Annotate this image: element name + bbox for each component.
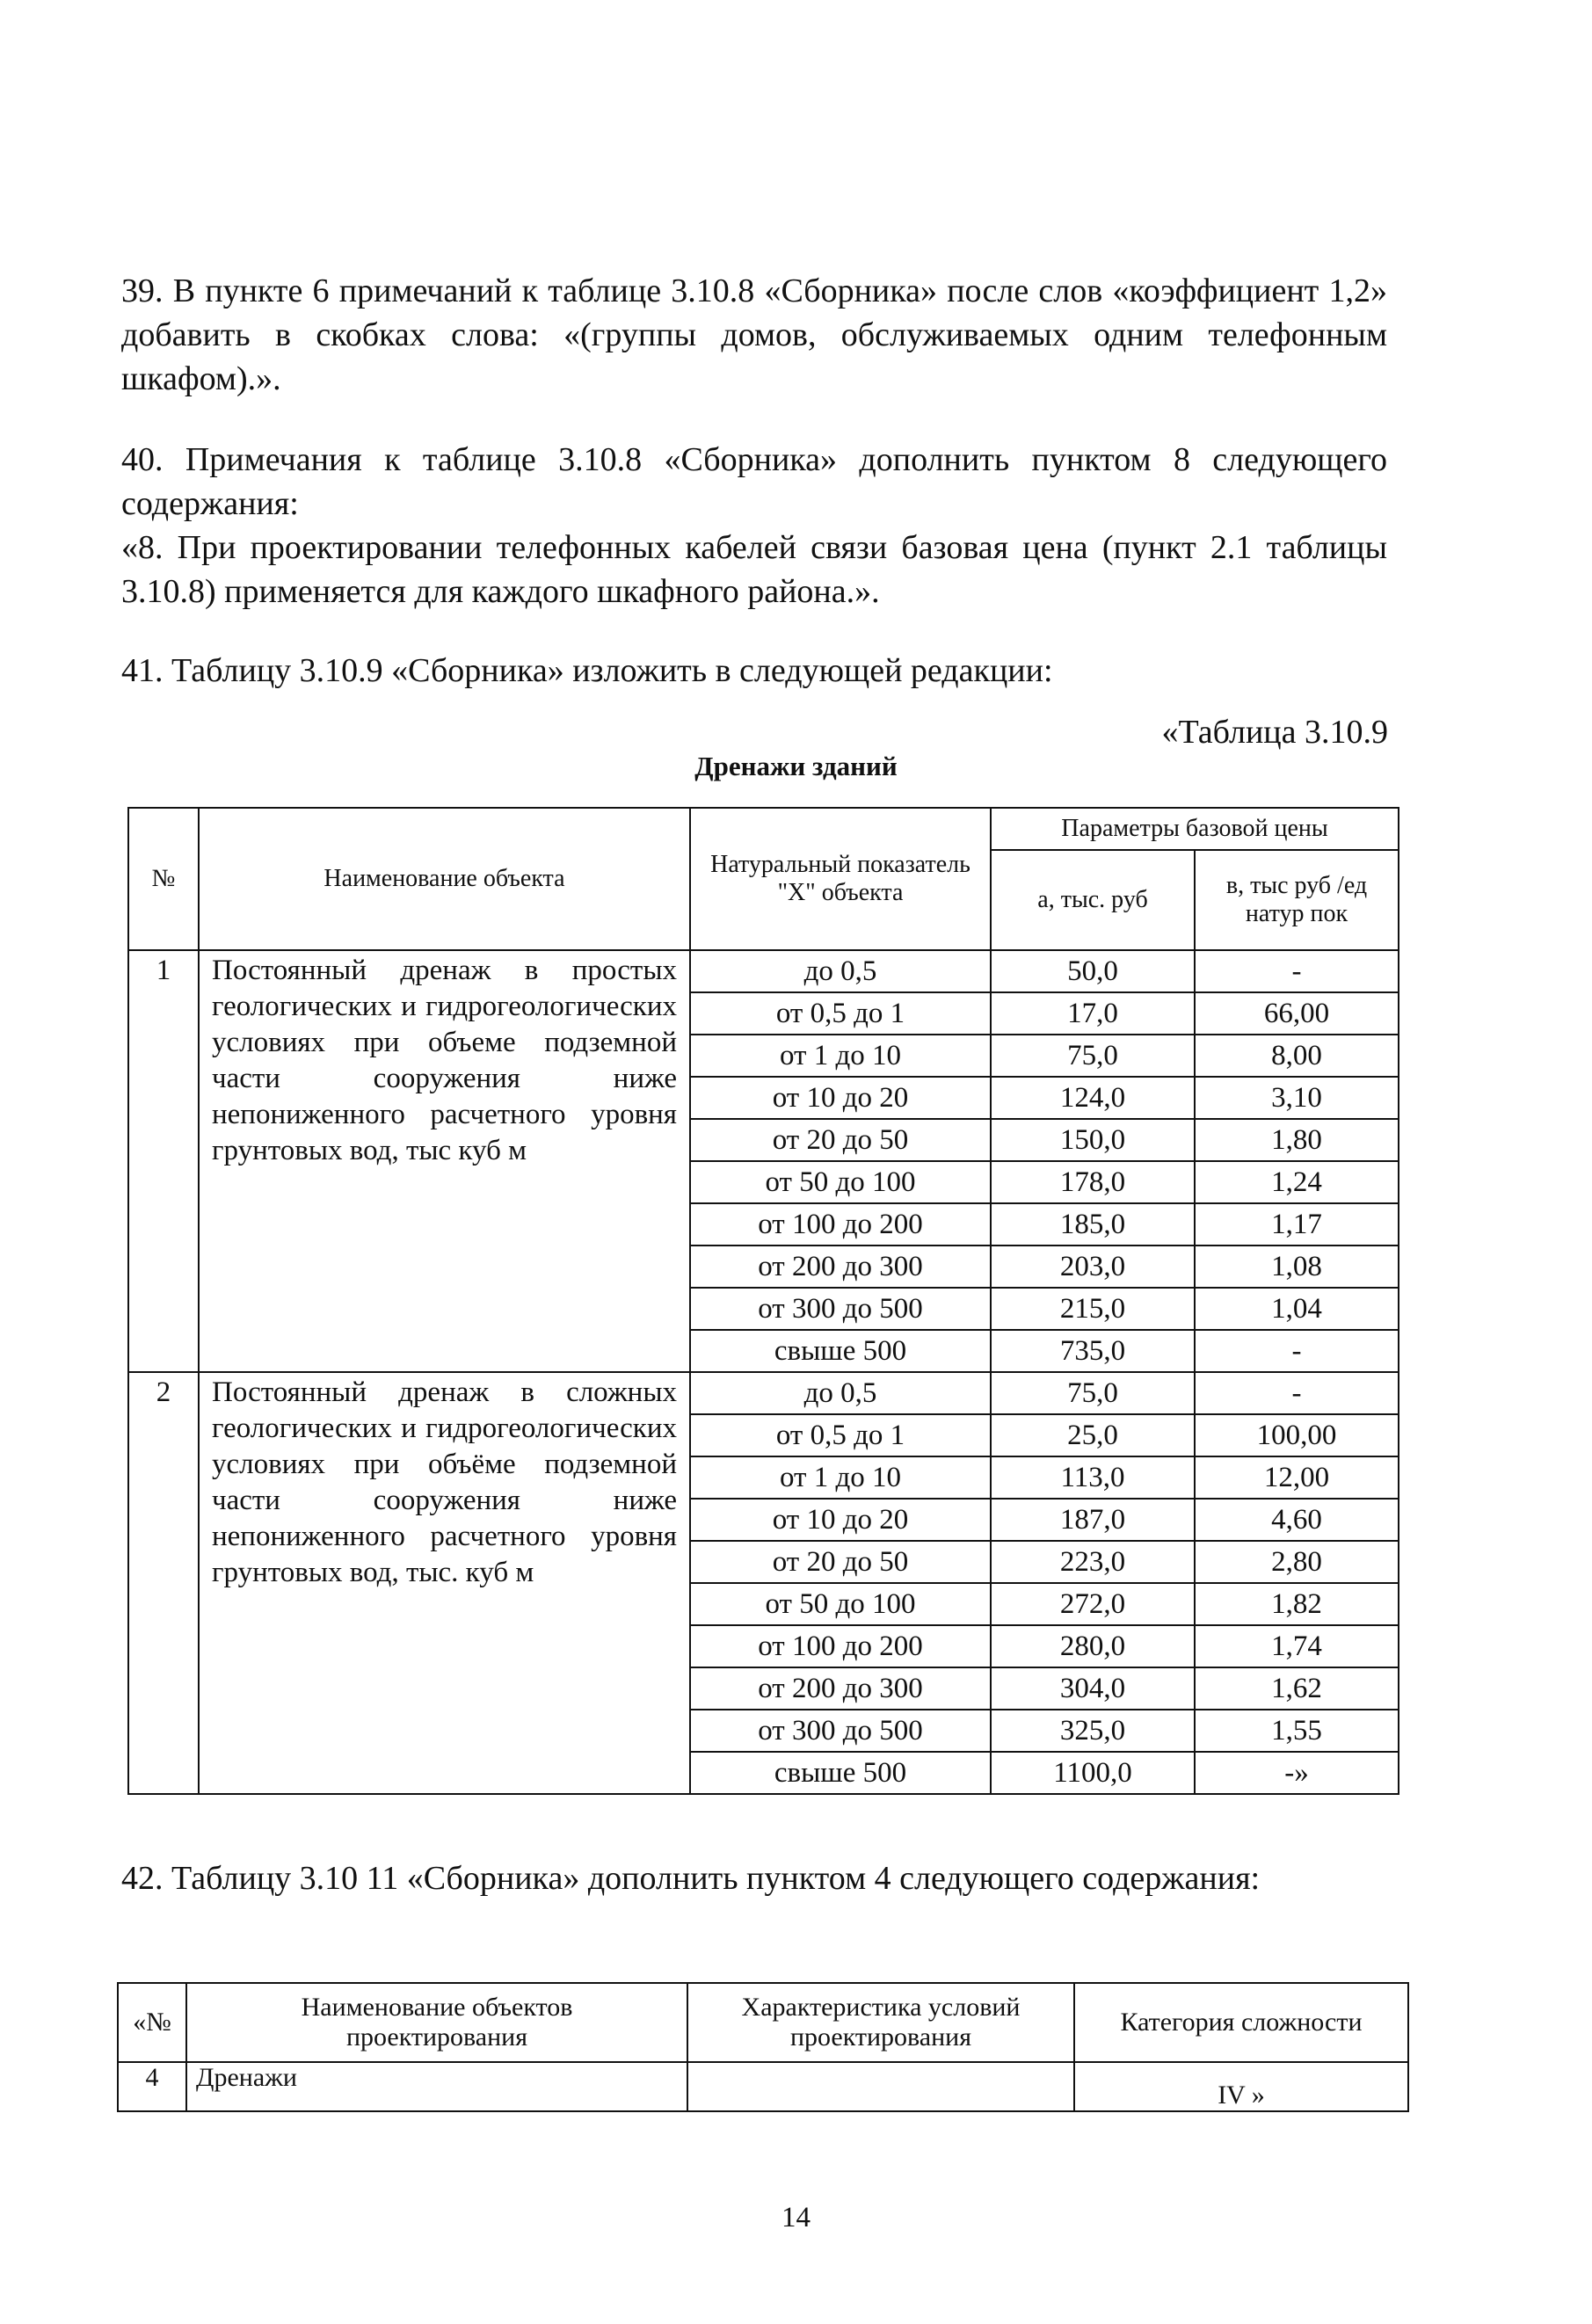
indicator-range: от 1 до 10	[690, 1035, 991, 1077]
table-row	[128, 1372, 1399, 1414]
header-a: а, тыс. руб	[991, 850, 1195, 950]
paragraph-39: 39. В пункте 6 примечаний к таблице 3.10.8 «Сборника» после слов «коэффициент 1,2» добавить в скобках слова: «(группы домов, обслуживаемых одним телефонным шкафом).».	[121, 272, 1387, 397]
price-b: 66,00	[1195, 992, 1399, 1035]
complexity-header-category: Категория сложности	[1074, 1983, 1408, 2062]
price-a: 25,0	[991, 1414, 1195, 1456]
complexity-header-condition: Характеристика условий проектирования	[687, 1983, 1074, 2062]
price-a: 187,0	[991, 1499, 1195, 1541]
price-b: 1,24	[1195, 1161, 1399, 1203]
price-b: 1,62	[1195, 1667, 1399, 1710]
price-b: 1,04	[1195, 1288, 1399, 1330]
indicator-range: от 200 до 300	[690, 1667, 991, 1710]
price-a: 325,0	[991, 1710, 1195, 1752]
price-a: 185,0	[991, 1203, 1195, 1246]
paragraph-41: 41. Таблицу 3.10.9 «Сборника» изложить в следующей редакции:	[121, 652, 1053, 689]
indicator-range: от 100 до 200	[690, 1203, 991, 1246]
paragraph-42: 42. Таблицу 3.10 11 «Сборника» дополнить пунктом 4 следующего содержания:	[121, 1860, 1261, 1897]
price-b: 3,10	[1195, 1077, 1399, 1119]
price-a: 215,0	[991, 1288, 1195, 1330]
header-row	[128, 808, 1399, 850]
indicator-range: до 0,5	[690, 1372, 991, 1414]
price-b: -	[1195, 1330, 1399, 1372]
price-b: 1,74	[1195, 1625, 1399, 1667]
header-num: №	[128, 808, 199, 950]
price-a: 17,0	[991, 992, 1195, 1035]
indicator-range: от 300 до 500	[690, 1710, 991, 1752]
group-number: 1	[128, 950, 199, 1372]
indicator-range: свыше 500	[690, 1330, 991, 1372]
price-a: 223,0	[991, 1541, 1195, 1583]
complexity-row-num: 4	[118, 2062, 186, 2111]
drainage-table	[127, 807, 1399, 1795]
price-b: 2,80	[1195, 1541, 1399, 1583]
price-b: -	[1195, 1372, 1399, 1414]
table-caption: «Таблица 3.10.9	[1161, 714, 1388, 751]
complexity-row-category: IV »	[1074, 2062, 1408, 2111]
indicator-range: от 20 до 50	[690, 1541, 991, 1583]
header-params: Параметры базовой цены	[991, 808, 1399, 850]
price-a: 75,0	[991, 1372, 1195, 1414]
price-b: 1,55	[1195, 1710, 1399, 1752]
group-object-name: Постоянный дренаж в простых геологических и гидрогеологических условиях при объеме подземной части сооружения ниже непониженного расчетного уровня грунтовых вод, тыс куб м	[199, 950, 690, 1372]
indicator-range: от 1 до 10	[690, 1456, 991, 1499]
price-a: 75,0	[991, 1035, 1195, 1077]
price-b: 4,60	[1195, 1499, 1399, 1541]
complexity-header-row	[118, 1983, 1408, 2062]
table-row	[128, 950, 1399, 992]
price-b: 8,00	[1195, 1035, 1399, 1077]
complexity-row-condition	[687, 2062, 1074, 2111]
price-b: 1,17	[1195, 1203, 1399, 1246]
page-number: 14	[781, 2202, 811, 2233]
price-b: -	[1195, 950, 1399, 992]
price-a: 304,0	[991, 1667, 1195, 1710]
price-a: 124,0	[991, 1077, 1195, 1119]
indicator-range: от 0,5 до 1	[690, 1414, 991, 1456]
indicator-range: от 200 до 300	[690, 1246, 991, 1288]
indicator-range: от 0,5 до 1	[690, 992, 991, 1035]
price-a: 50,0	[991, 950, 1195, 992]
price-a: 735,0	[991, 1330, 1195, 1372]
complexity-row	[118, 2062, 1408, 2111]
price-b: 1,82	[1195, 1583, 1399, 1625]
price-a: 150,0	[991, 1119, 1195, 1161]
price-b: 1,08	[1195, 1246, 1399, 1288]
price-b: 100,00	[1195, 1414, 1399, 1456]
table-title: Дренажи зданий	[694, 751, 898, 781]
price-a: 280,0	[991, 1625, 1195, 1667]
group-number: 2	[128, 1372, 199, 1794]
price-a: 203,0	[991, 1246, 1195, 1288]
complexity-header-num: «№	[118, 1983, 186, 2062]
price-b: -»	[1195, 1752, 1399, 1794]
indicator-range: от 300 до 500	[690, 1288, 991, 1330]
header-b: в, тыс руб /ед натур пок	[1195, 850, 1399, 950]
indicator-range: от 50 до 100	[690, 1161, 991, 1203]
paragraph-40: 40. Примечания к таблице 3.10.8 «Сборника» дополнить пунктом 8 следующего содержания:	[121, 441, 1387, 522]
indicator-range: от 100 до 200	[690, 1625, 991, 1667]
indicator-range: до 0,5	[690, 950, 991, 992]
header-name: Наименование объекта	[199, 808, 690, 950]
price-b: 1,80	[1195, 1119, 1399, 1161]
drainage-table-body	[128, 808, 1399, 1794]
price-b: 12,00	[1195, 1456, 1399, 1499]
group-object-name: Постоянный дренаж в сложных геологических и гидрогеологических условиях при объёме подземной части сооружения ниже непониженного расчетного уровня грунтовых вод, тыс. куб м	[199, 1372, 690, 1794]
indicator-range: от 50 до 100	[690, 1583, 991, 1625]
paragraph-40-quote: «8. При проектировании телефонных кабелей связи базовая цена (пункт 2.1 таблицы 3.10.8) применяется для каждого шкафного района.».	[121, 529, 1387, 610]
price-a: 272,0	[991, 1583, 1195, 1625]
indicator-range: от 10 до 20	[690, 1499, 991, 1541]
complexity-row-name: Дренажи	[186, 2062, 687, 2111]
complexity-header-name: Наименование объектов проектирования	[186, 1983, 687, 2062]
indicator-range: свыше 500	[690, 1752, 991, 1794]
complexity-table	[117, 1982, 1409, 2112]
header-indicator: Натуральный показатель "X" объекта	[690, 808, 991, 950]
price-a: 1100,0	[991, 1752, 1195, 1794]
price-a: 178,0	[991, 1161, 1195, 1203]
indicator-range: от 20 до 50	[690, 1119, 991, 1161]
indicator-range: от 10 до 20	[690, 1077, 991, 1119]
price-a: 113,0	[991, 1456, 1195, 1499]
